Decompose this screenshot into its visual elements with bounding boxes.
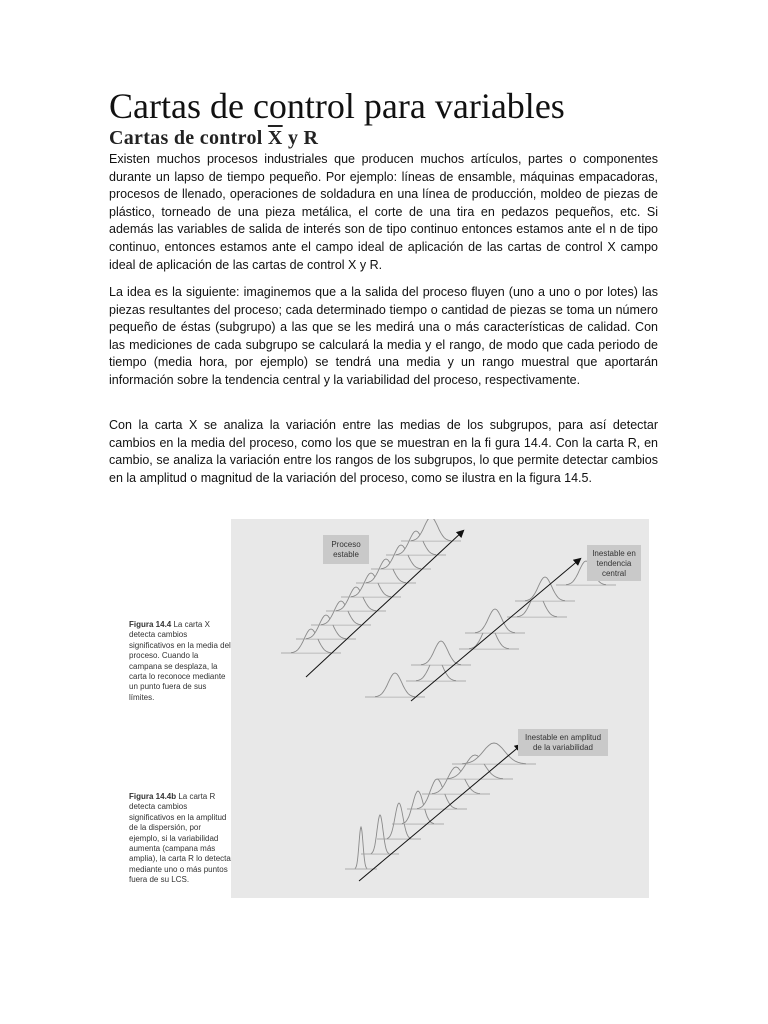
figure-caption-14-4b-label: Figura 14.4b	[129, 792, 177, 801]
figure-caption-14-4	[129, 620, 233, 703]
label-trend-line1: Inestable en	[592, 549, 636, 558]
paragraph-idea: La idea es la siguiente: imaginemos que a la salida del proceso fluyen (uno a uno o por lotes) las piezas resultantes del proceso; cada determinado tiempo o cantidad de piezas se toma un número pequeño de éstas (subgrupo) a las que se les medirá una o más características de calidad. Con las mediciones de cada subgrupo se calculará la media y el rango, de modo que cada periodo de tiempo (media hora, por ejemplo) se tendrá una media y un rango muestral que aportarán información sobre la tendencia central y la variabilidad del proceso, respectivamente.	[109, 285, 658, 387]
label-amplitude-line1: Inestable en amplitud	[524, 733, 602, 742]
arrow-trend	[411, 559, 580, 701]
curves-amplitude-group	[345, 743, 536, 869]
section-heading-suffix: y R	[282, 127, 319, 149]
section-heading-xbar: X	[267, 127, 283, 149]
paragraph-charts: Con la carta X se analiza la variación entre las medias de los subgrupos, para así detectar cambios en la media del proceso, como los que se muestran en la fi gura 14.4. Con la carta R, en cambio, se analiza la variación entre los rangos de los subgrupos, lo que permite detectar cambios en la amplitud o magnitud de la variación del proceso, como se ilustra en la figura 14.5.	[109, 418, 658, 485]
bell-curve-trend-5	[475, 609, 515, 633]
bell-curve-trend-3	[421, 641, 461, 665]
paragraph-intro: Existen muchos procesos industriales que producen muchos artículos, partes o componentes durante un lapso de tiempo pequeño. Por ejemplo: líneas de ensamble, máquinas empacadoras, procesos de llenado, operaciones de soldadura en una línea de producción, moldeo de piezas de plástico, torneado de una pieza metálica, el corte de una tira en pedazos pequeños, etc. Si además las variables de salida de interés son de tipo continuo entonces estamos ante el n de tipo continuo, entonces estamos ante el campo ideal de aplicación de las cartas de control X campo ideal de aplicación de las cartas de control X y R.	[109, 152, 658, 272]
label-stable-line1: Proceso	[331, 540, 361, 549]
label-trend-line2: tendencia	[596, 559, 632, 568]
arrow-amplitude	[359, 745, 521, 881]
label-stable-line2: estable	[333, 550, 359, 559]
figure-caption-14-4b	[129, 792, 233, 886]
bell-curve-trend-1	[375, 673, 415, 697]
page-title: Cartas de control para variables	[109, 86, 565, 126]
bell-curves-figure	[231, 519, 649, 898]
section-heading-prefix: Cartas de control	[109, 127, 268, 149]
figure-caption-14-4-label: Figura 14.4	[129, 620, 172, 629]
curves-stable-group	[281, 519, 461, 653]
bell-curve-amplitude-2	[371, 815, 389, 854]
section-heading	[109, 125, 318, 151]
figure-caption-14-4b-text: La carta R detecta cambios significativos en la amplitud de la dispersión, por ejemplo, si la variabilidad aumenta (campana más amplia), la carta R lo detecta mediante uno o más puntos fuera de su LCS.	[129, 792, 231, 885]
label-trend-line3: central	[601, 569, 627, 578]
label-amplitude-line2: de la variabilidad	[532, 743, 594, 752]
figure-illustration	[231, 519, 649, 898]
bell-curve-amplitude-1	[355, 827, 367, 869]
figure-caption-14-4-text: La carta X detecta cambios significativos en la media del proceso. Cuando la campana se desplaza, la carta lo reconoce mediante un punto fuera de sus límites.	[129, 620, 231, 702]
